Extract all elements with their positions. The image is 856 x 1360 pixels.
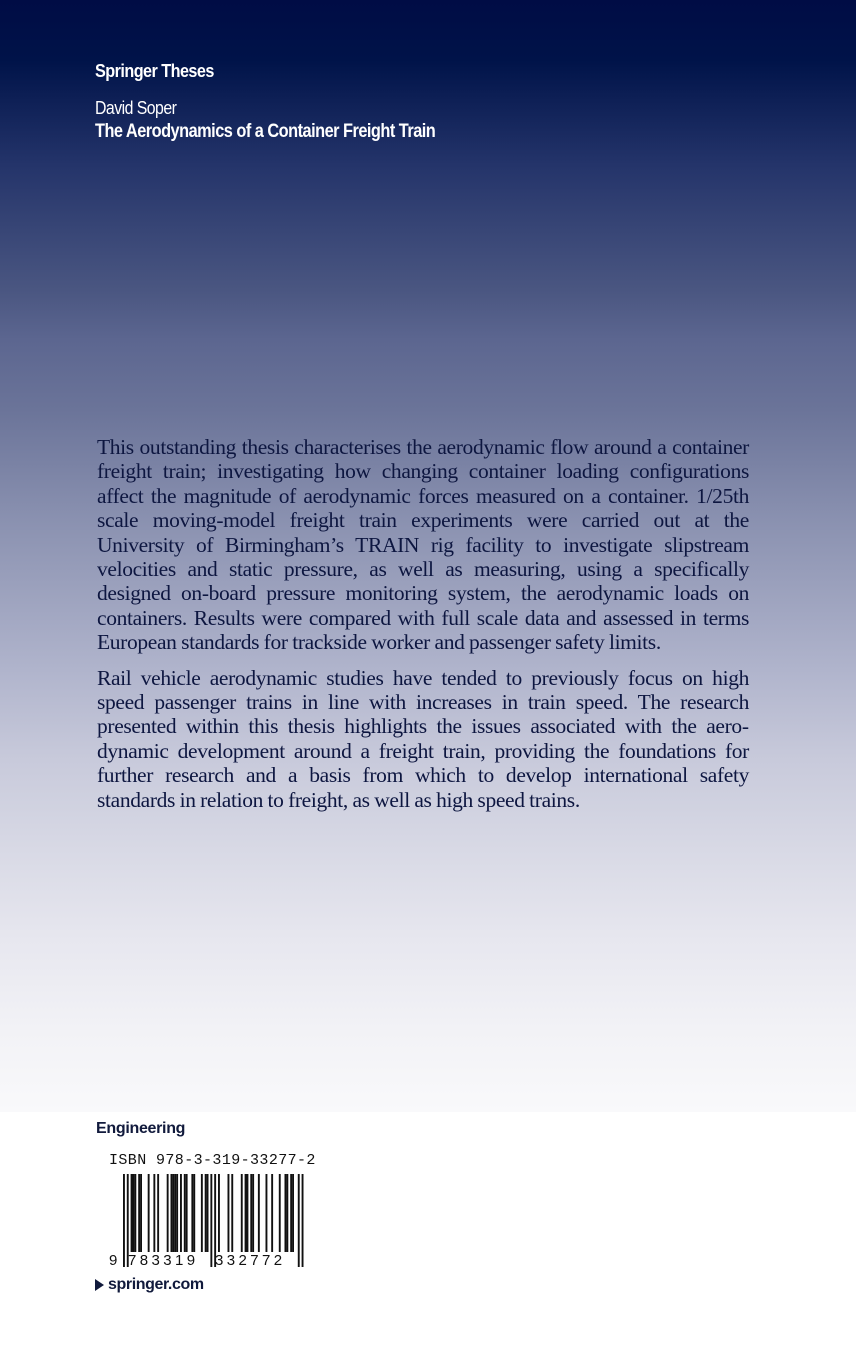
barcode-left-digits: 783319 [128, 1252, 199, 1269]
isbn-barcode [106, 1174, 306, 1270]
barcode-first-digit: 9 [109, 1252, 118, 1269]
series-name: Springer Theses [95, 61, 214, 81]
blurb-paragraph: Rail vehicle aerodynamic studies have tended to previously focus on high speed passenger trains in line with increases in train speed. The research presented within this thesis highlights the issues associated with the aerodynamic development around a freight train, providing the foundations for further research and a basis from which to develop international safety standards in relation to freight, as well as high speed trains. [97, 665, 749, 812]
subject-category: Engineering [96, 1120, 186, 1137]
author-name: David Soper [95, 98, 177, 118]
book-title: The Aerodynamics of a Container Freight Train [95, 121, 436, 142]
isbn-label: ISBN 978-3-319-33277-2 [109, 1152, 316, 1169]
springer-link-text: springer.com [108, 1276, 204, 1293]
barcode-right-digits: 332772 [215, 1252, 286, 1269]
springer-link[interactable] [95, 1276, 204, 1294]
blurb-paragraph: This outstanding thesis characterises the aerodynamic flow around a container freight train; investigating how changing container loading configurations affect the magnitude of aerodynamic forces measured on a container. 1/25th scale moving-model freight train experiments were carried out at the University of Birmingham’s TRAIN rig facility to investigate slipstream velocities and static pressure, as well as measuring, using a specifically designed on-board pressure monitoring system, the aerodynamic loads on containers. Results were compared with full scale data and assessed in terms European standards for trackside worker and passenger safety limits. [97, 435, 749, 655]
blurb [97, 435, 749, 823]
triangle-right-icon [95, 1279, 104, 1291]
